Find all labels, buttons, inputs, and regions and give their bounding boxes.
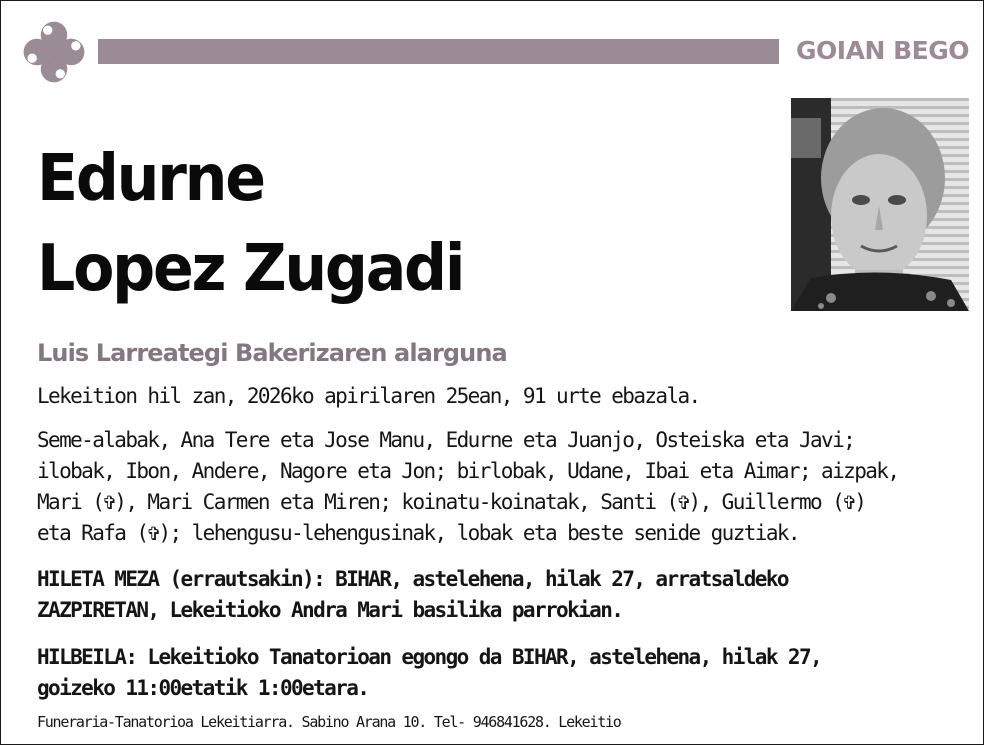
deceased-first-name: Edurne: [37, 142, 264, 216]
portrait-photo: [791, 98, 969, 311]
family-line: Seme-alabak, Ana Tere eta Jose Manu, Edurne eta Juanjo, Osteiska eta Javi;: [37, 428, 855, 452]
death-line: Lekeition hil zan, 2026ko apirilaren 25ean, 91 urte ebazala.: [37, 384, 700, 408]
vigil-line: goizeko 11:00etatik 1:00etara.: [37, 676, 369, 700]
lauburu-icon: [15, 13, 93, 91]
funeral-line: HILETA MEZA (errautsakin): BIHAR, astelehena, hilak 27, arratsaldeko: [37, 567, 788, 591]
deceased-name: [37, 134, 463, 314]
family-line: ilobak, Ibon, Andere, Nagore eta Jon; birlobak, Udane, Ibai eta Aimar; aizpak,: [37, 459, 899, 483]
vigil-paragraph: [37, 642, 821, 704]
funeral-line: ZAZPIRETAN, Lekeitioko Andra Mari basilika parrokian.: [37, 598, 623, 622]
family-line: eta Rafa (✞); lehengusu-lehengusinak, lobak eta beste senide guztiak.: [37, 521, 799, 545]
header-bar: [98, 39, 779, 64]
funeral-paragraph: [37, 564, 788, 626]
family-line: Mari (✞), Mari Carmen eta Miren; koinatu-koinatak, Santi (✞), Guillermo (✞): [37, 490, 866, 514]
deceased-surnames: Lopez Zugadi: [37, 232, 464, 306]
family-paragraph: [37, 425, 898, 549]
spouse-line: Luis Larreategi Bakerizaren alarguna: [37, 339, 507, 367]
vigil-line: HILBEILA: Lekeitioko Tanatorioan egongo da BIHAR, astelehena, hilak 27,: [37, 645, 822, 669]
funeral-home-footer: Funeraria-Tanatorioa Lekeitiarra. Sabino Arana 10. Tel- 946841628. Lekeitio: [37, 713, 621, 731]
header-tag: GOIAN BEGO: [796, 36, 969, 65]
